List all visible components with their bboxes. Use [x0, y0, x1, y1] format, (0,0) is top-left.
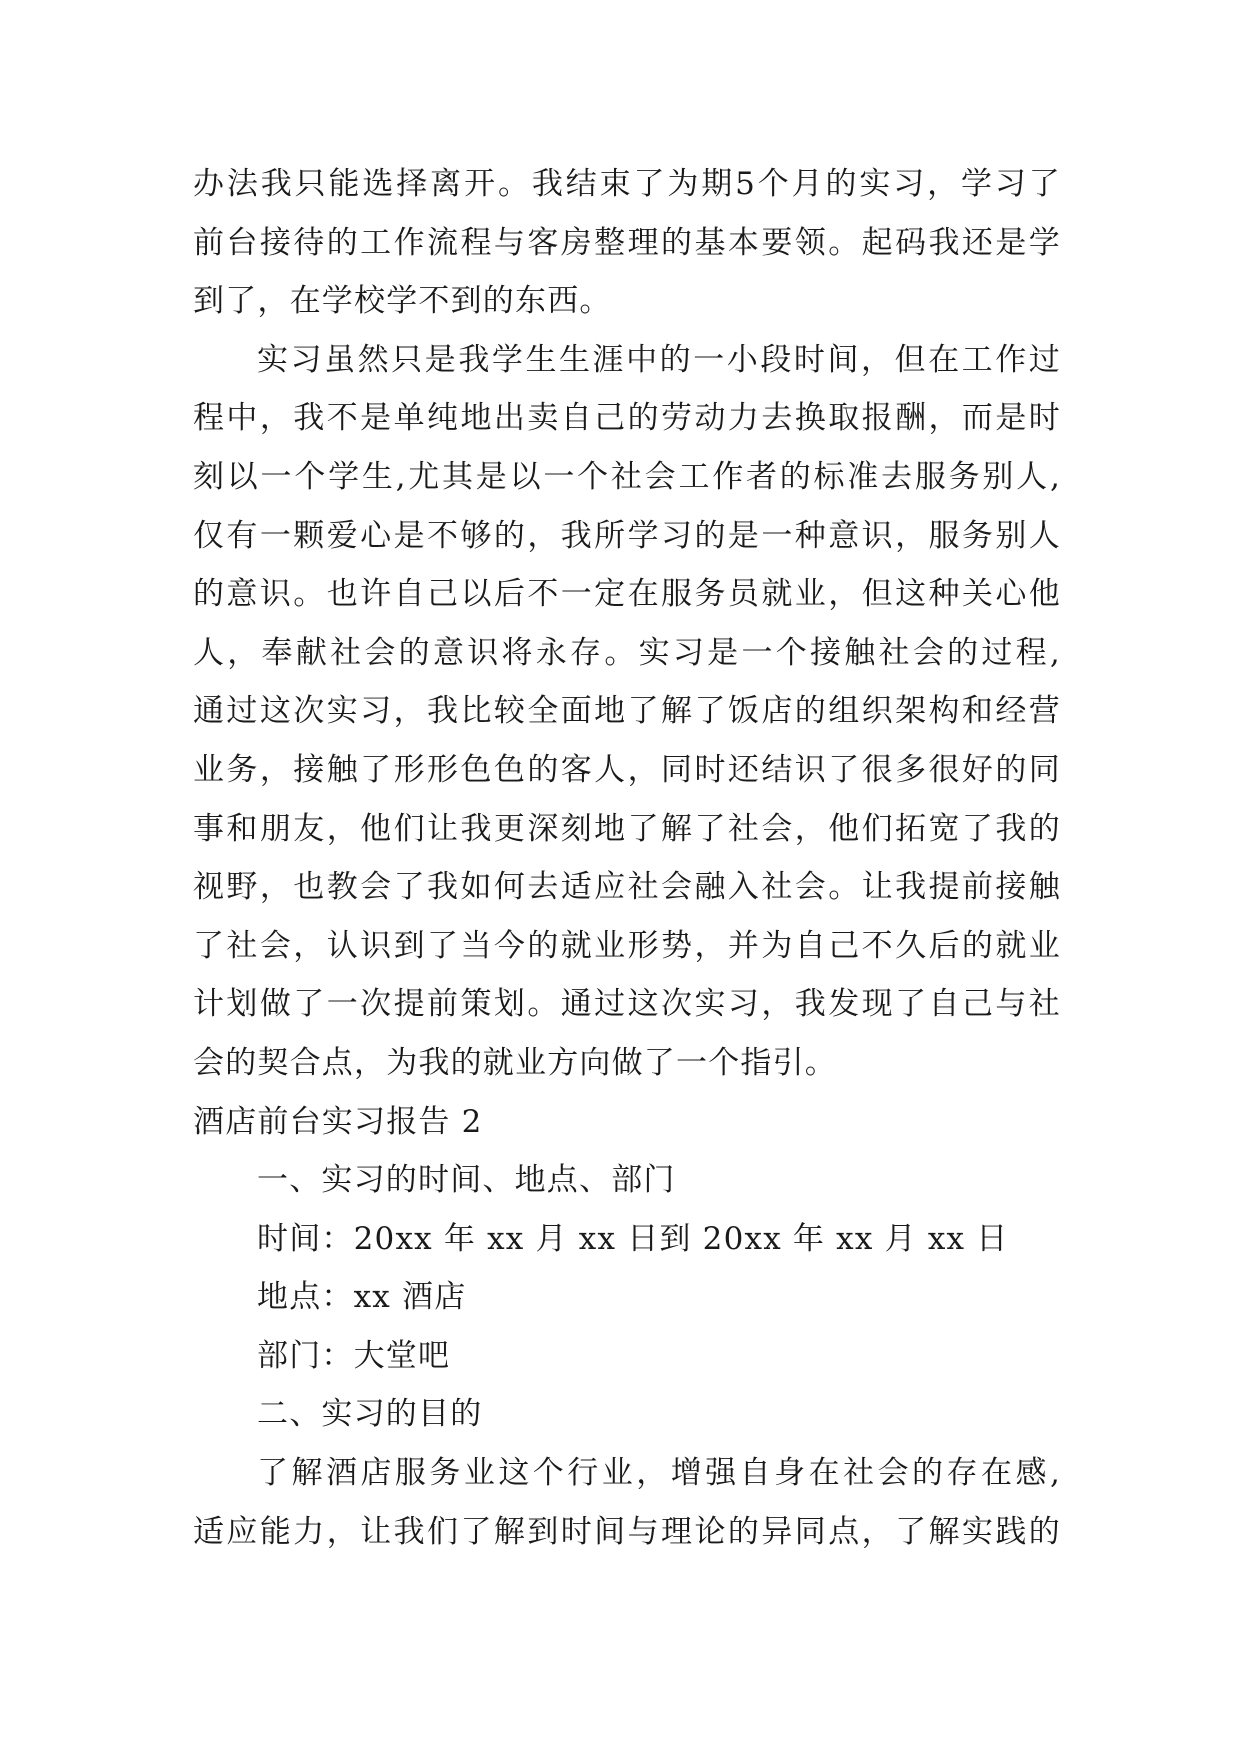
- paragraph-line: 前台接待的工作流程与客房整理的基本要领。起码我还是学: [193, 224, 1061, 261]
- info-department: 部门：大堂吧: [257, 1337, 451, 1374]
- paragraph-line: 视野，也教会了我如何去适应社会融入社会。让我提前接触: [193, 869, 1061, 906]
- paragraph-line: 计划做了一次提前策划。通过这次实习，我发现了自己与社: [193, 986, 1061, 1023]
- paragraph-line: 办法我只能选择离开。我结束了为期5个月的实习，学习了: [193, 166, 1061, 202]
- paragraph-line: 会的契合点，为我的就业方向做了一个指引。: [193, 1044, 837, 1081]
- section-title: 酒店前台实习报告 2: [193, 1103, 483, 1140]
- info-time: 时间：20xx 年 xx 月 xx 日到 20xx 年 xx 月 xx 日: [257, 1220, 1009, 1257]
- paragraph-line: 的意识。也许自己以后不一定在服务员就业，但这种关心他: [193, 576, 1061, 613]
- paragraph-line: 了解酒店服务业这个行业，增强自身在社会的存在感,: [257, 1455, 1061, 1492]
- paragraph-line: 事和朋友，他们让我更深刻地了解了社会，他们拓宽了我的: [193, 810, 1061, 847]
- paragraph-line: 业务，接触了形形色色的客人，同时还结识了很多很好的同: [193, 751, 1061, 788]
- paragraph-line: 实习虽然只是我学生生涯中的一小段时间，但在工作过: [257, 341, 1061, 378]
- paragraph-line: 通过这次实习，我比较全面地了解了饭店的组织架构和经营: [193, 693, 1061, 730]
- paragraph-line: 人，奉献社会的意识将永存。实习是一个接触社会的过程,: [193, 634, 1061, 671]
- document-page: [193, 155, 1061, 1561]
- heading-internship-time-place-dept: 一、实习的时间、地点、部门: [257, 1162, 676, 1199]
- paragraph-line: 了社会，认识到了当今的就业形势，并为自己不久后的就业: [193, 927, 1061, 964]
- paragraph-line: 程中，我不是单纯地出卖自己的劳动力去换取报酬，而是时: [193, 400, 1061, 437]
- paragraph-line: 仅有一颗爱心是不够的，我所学习的是一种意识，服务别人: [193, 517, 1061, 554]
- paragraph-line: 到了，在学校学不到的东西。: [193, 283, 612, 320]
- paragraph-line: 刻以一个学生,尤其是以一个社会工作者的标准去服务别人,: [193, 458, 1061, 495]
- paragraph-line: 适应能力，让我们了解到时间与理论的异同点，了解实践的: [193, 1513, 1061, 1550]
- heading-internship-purpose: 二、实习的目的: [257, 1396, 483, 1433]
- info-place: 地点：xx 酒店: [257, 1279, 467, 1316]
